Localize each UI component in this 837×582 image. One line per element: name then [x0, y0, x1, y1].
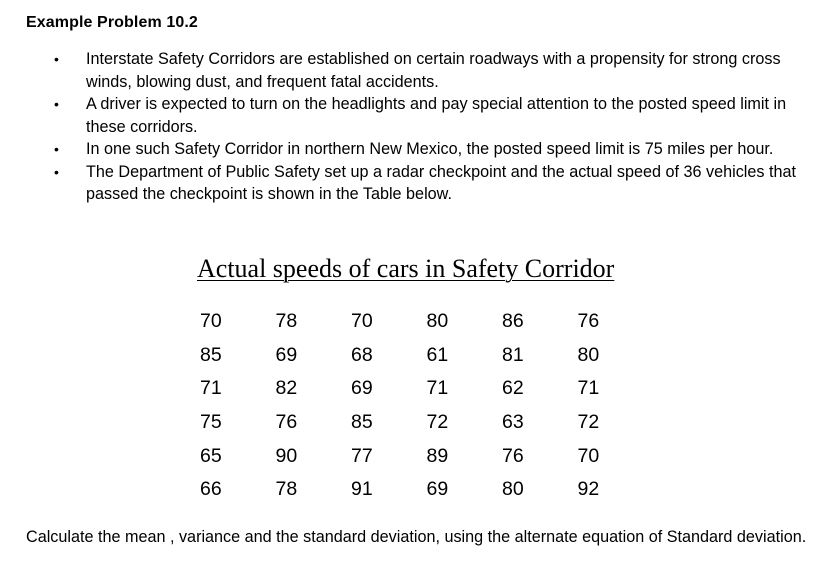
table-title: Actual speeds of cars in Safety Corridor	[197, 254, 615, 283]
table-cell: 76	[275, 411, 298, 434]
bullet-text: In one such Safety Corridor in northern New Mexico, the posted speed limit is 75 miles per hour.	[86, 140, 774, 158]
table-cell: 70	[200, 310, 222, 333]
bullet-text: Interstate Safety Corridors are established on certain roadways with a propensity for strong cross winds, blowing dust, and frequent fatal accidents.	[86, 50, 781, 91]
table-cell: 62	[502, 377, 524, 400]
table-cell: 72	[577, 411, 600, 434]
bullet-marker: •	[54, 51, 59, 67]
table-row	[200, 339, 653, 373]
table-row	[200, 439, 653, 473]
table-cell: 80	[426, 310, 449, 333]
problem-heading: Example Problem 10.2	[26, 14, 198, 31]
table-cell: 78	[275, 310, 298, 333]
bullet-text: A driver is expected to turn on the headlights and pay special attention to the posted speed limit in these corridors.	[86, 95, 787, 136]
bullet-marker: •	[54, 163, 59, 180]
table-cell: 69	[275, 343, 298, 366]
bullet-item	[54, 138, 814, 161]
table-cell: 85	[351, 411, 373, 434]
bullet-item	[54, 161, 814, 206]
table-cell: 70	[351, 310, 373, 333]
table-cell: 63	[502, 411, 524, 434]
table-cell: 81	[502, 343, 524, 366]
problem-instruction: Calculate the mean , variance and the standard deviation, using the alternate equation of Standard deviation.	[26, 528, 807, 546]
bullet-marker: •	[54, 141, 59, 157]
table-cell: 66	[200, 478, 222, 501]
table-row	[200, 305, 653, 339]
table-cell: 78	[275, 478, 298, 501]
table-cell: 70	[577, 444, 600, 467]
table-cell: 89	[426, 444, 449, 467]
bullet-marker: •	[54, 96, 59, 112]
speed-table	[200, 305, 653, 507]
table-cell: 61	[426, 343, 449, 366]
table-cell: 72	[426, 411, 449, 434]
table-cell: 71	[200, 377, 222, 400]
table-cell: 68	[351, 343, 373, 366]
table-cell: 86	[502, 310, 524, 333]
table-cell: 69	[426, 478, 449, 501]
table-cell: 75	[200, 411, 222, 434]
table-cell: 65	[200, 444, 222, 467]
table-cell: 69	[351, 377, 373, 400]
table-row	[200, 372, 653, 406]
table-row	[200, 473, 653, 507]
table-cell: 91	[351, 478, 373, 501]
table-cell: 85	[200, 343, 222, 366]
bullet-item	[54, 93, 814, 138]
table-cell: 76	[577, 310, 600, 333]
table-cell: 71	[577, 377, 600, 400]
table-cell: 82	[275, 377, 298, 400]
table-cell: 92	[577, 478, 600, 501]
bullet-list	[54, 48, 814, 206]
table-cell: 77	[351, 444, 373, 467]
bullet-item	[54, 48, 814, 93]
table-cell: 80	[502, 478, 524, 501]
bullet-text: The Department of Public Safety set up a radar checkpoint and the actual speed of 36 vehicles that passed the checkpoint is shown in the Table below.	[86, 162, 796, 203]
table-cell: 76	[502, 444, 524, 467]
table-cell: 80	[577, 343, 600, 366]
table-cell: 90	[275, 444, 298, 467]
table-cell: 71	[426, 377, 449, 400]
table-row	[200, 406, 653, 440]
